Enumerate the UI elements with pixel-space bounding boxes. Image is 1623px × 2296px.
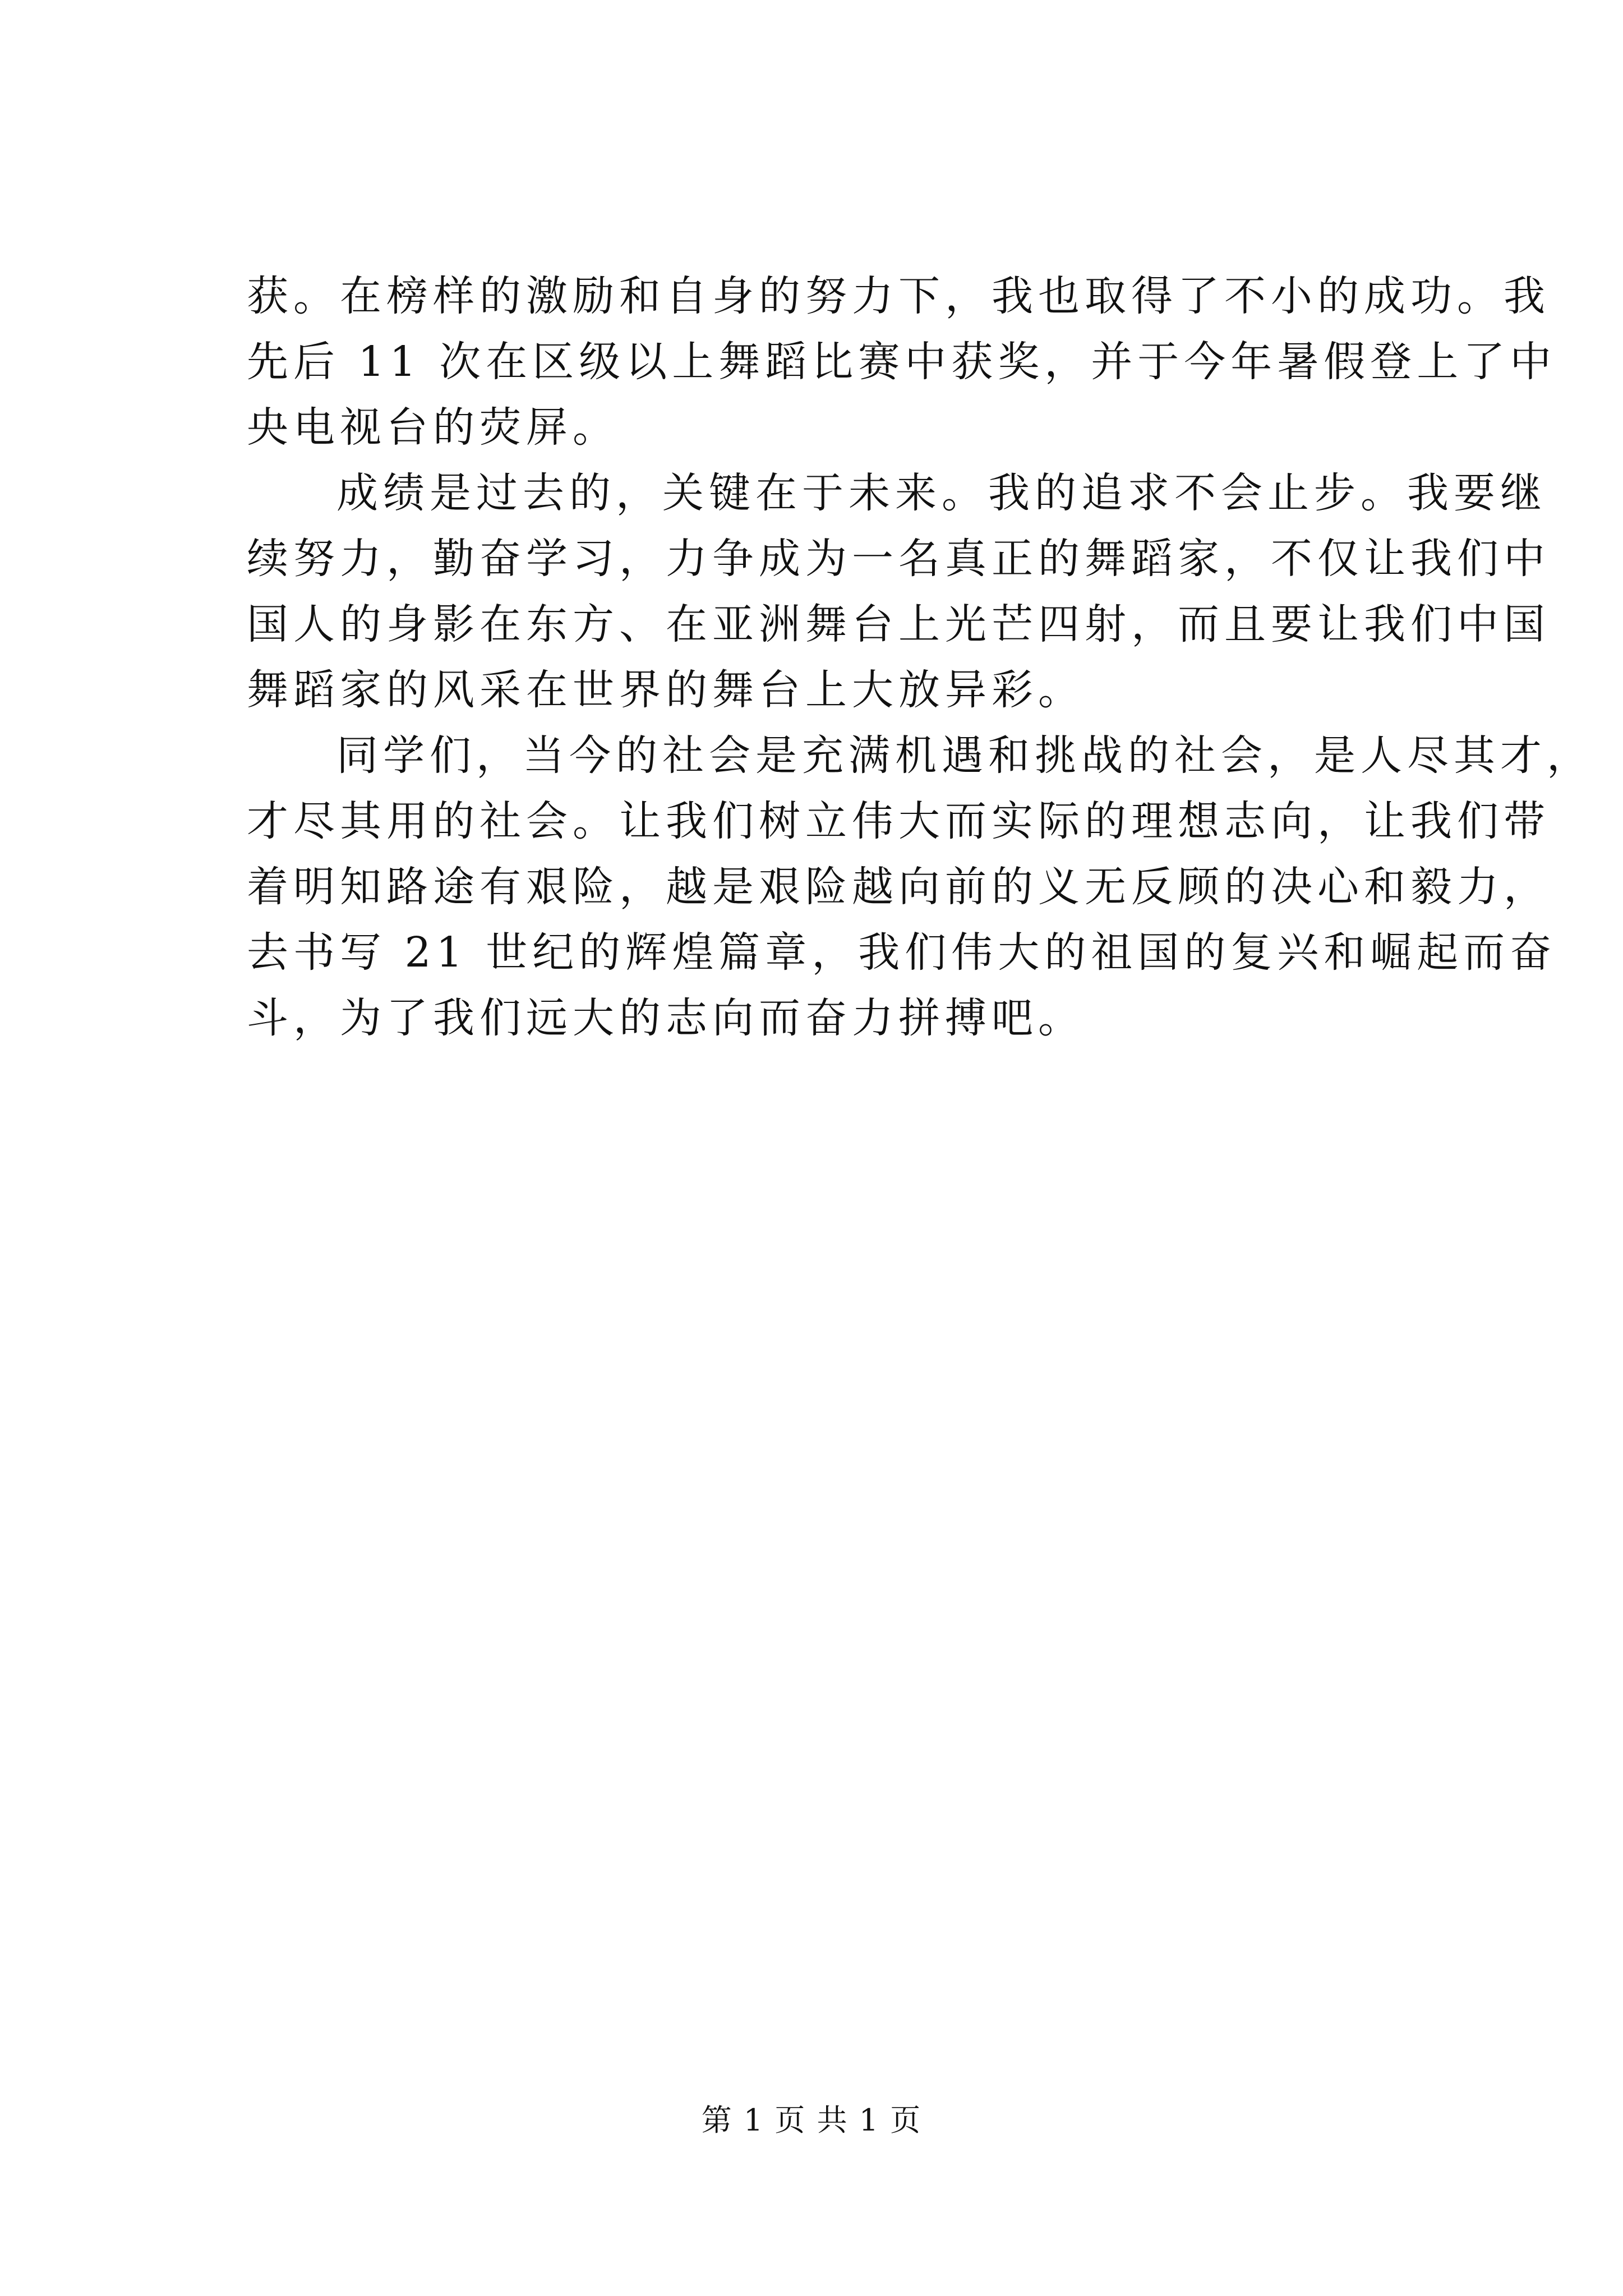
text-line: 先后 11 次在区级以上舞蹈比赛中获奖，并于今年暑假登上了中 bbox=[247, 338, 1557, 386]
paragraph-start-line: 同学们，当今的社会是充满机遇和挑战的社会，是人尽其才， bbox=[336, 731, 1593, 780]
text-line: 续努力，勤奋学习，力争成为一名真正的舞蹈家，不仅让我们中 bbox=[247, 535, 1550, 583]
text-line: 国人的身影在东方、在亚洲舞台上光芒四射，而且要让我们中国 bbox=[247, 600, 1550, 648]
text-line: 去书写 21 世纪的辉煌篇章，我们伟大的祖国的复兴和崛起而奋 bbox=[247, 928, 1557, 977]
text-line: 才尽其用的社会。让我们树立伟大而实际的理想志向，让我们带 bbox=[247, 797, 1550, 845]
text-line: 获。在榜样的激励和自身的努力下，我也取得了不小的成功。我 bbox=[247, 272, 1550, 320]
text-line: 央电视台的荧屏。 bbox=[247, 403, 619, 452]
paragraph-start-line: 成绩是过去的，关键在于未来。我的追求不会止步。我要继 bbox=[336, 469, 1547, 517]
text-line: 着明知路途有艰险，越是艰险越向前的义无反顾的决心和毅力， bbox=[247, 863, 1550, 911]
text-line: 舞蹈家的风采在世界的舞台上大放异彩。 bbox=[247, 666, 1085, 714]
text-line: 斗，为了我们远大的志向而奋力拼搏吧。 bbox=[247, 994, 1085, 1042]
document-body bbox=[247, 264, 1593, 1051]
page-number-footer: 第 1 页 共 1 页 bbox=[701, 2102, 922, 2138]
